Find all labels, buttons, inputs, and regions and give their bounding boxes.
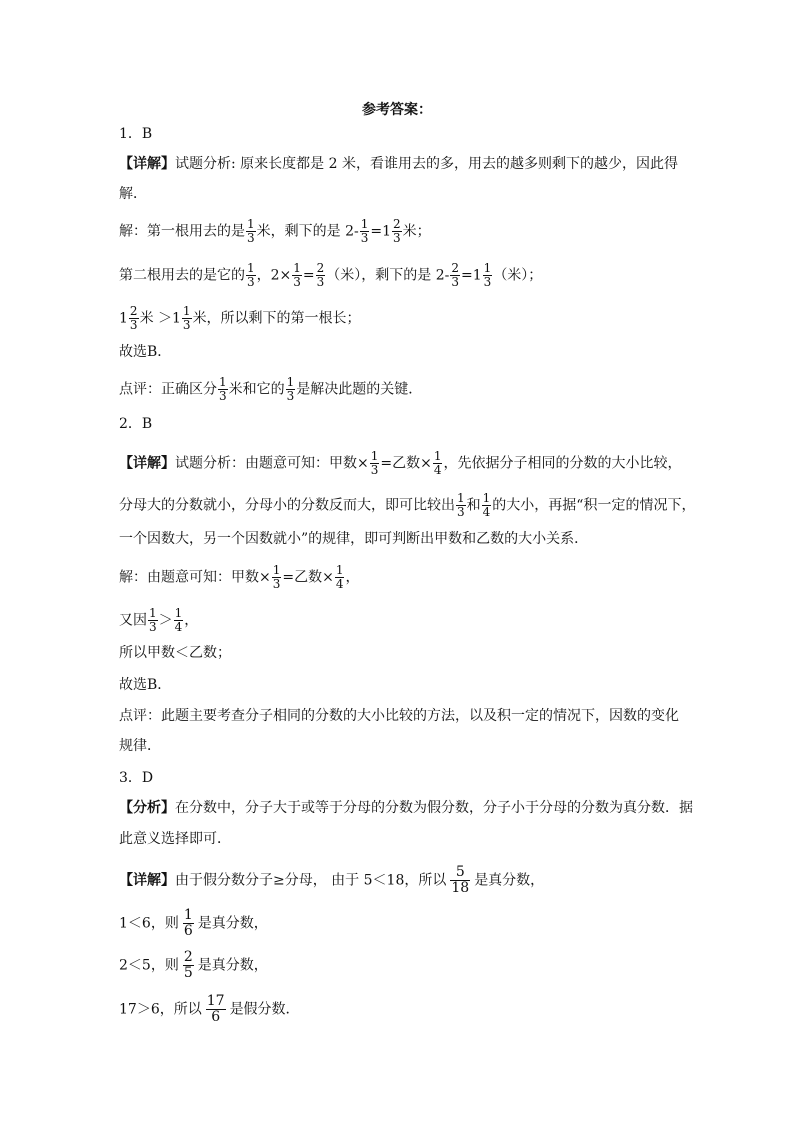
denominator: 18	[451, 880, 470, 896]
q2-comment-cont: 规律．	[119, 738, 161, 754]
numerator: 1	[370, 449, 379, 463]
denominator: 3	[451, 275, 460, 289]
fraction-1-3	[148, 607, 158, 634]
text: ＞	[158, 612, 173, 629]
numerator: 1	[286, 375, 295, 389]
numerator: 1	[183, 907, 193, 923]
text: 点评：正确区分	[119, 381, 217, 398]
numerator: 2	[183, 949, 193, 965]
fraction-1-3	[218, 376, 228, 403]
text: ，	[345, 569, 360, 586]
q3-analysis	[119, 798, 693, 818]
fraction-1-3	[360, 218, 370, 245]
denominator: 3	[286, 389, 295, 403]
denominator: 4	[335, 577, 344, 591]
page-title: 参考答案：	[362, 102, 432, 118]
numerator: 1	[247, 217, 255, 231]
denominator: 3	[393, 231, 401, 245]
denominator: 4	[433, 463, 442, 477]
q2-detail-line1	[119, 450, 681, 477]
numerator: 1	[182, 304, 191, 318]
analysis-tag: 【分析】	[119, 800, 175, 816]
q2-detail-line2	[119, 492, 695, 519]
q1-number: 1．B	[119, 126, 153, 142]
text: =1	[370, 223, 392, 240]
q3-analysis-cont: 此意义选择即可．	[119, 831, 231, 847]
q2-solution-line1	[119, 564, 359, 591]
denominator: 6	[183, 923, 193, 939]
q3-detail-line2	[119, 908, 268, 939]
fraction-2-3	[316, 262, 326, 289]
detail-tag: 【详解】	[119, 455, 175, 472]
text: 第二根用去的是它的	[119, 267, 245, 284]
text: =1	[461, 267, 482, 284]
denominator: 3	[247, 231, 255, 245]
q2-choose: 故选B．	[119, 677, 172, 693]
fraction-1-3	[246, 218, 256, 245]
q2-comment: 点评：此题主要考查分子相同的分数的大小比较的方法，以及积一定的情况下，因数的变化	[119, 708, 679, 724]
numerator: 1	[272, 563, 281, 577]
text: 的大小，再据“积一定的情况下，	[492, 497, 696, 514]
denominator: 3	[316, 275, 325, 289]
denominator: 6	[211, 1009, 221, 1025]
fraction-1-3	[272, 564, 282, 591]
numerator: 1	[457, 491, 465, 505]
fraction-1-3	[483, 262, 493, 289]
fraction-1-4	[433, 450, 443, 477]
denominator: 3	[149, 620, 157, 634]
q2-solution-line3: 所以甲数＜乙数；	[119, 645, 231, 661]
q1-detail-cont: 解．	[119, 186, 147, 202]
denominator: 3	[370, 463, 379, 477]
text: =	[302, 267, 315, 284]
detail-text: 试题分析: 原来长度都是 2 米，看谁用去的多，用去的越多则剩下的越少，因此得	[175, 156, 678, 172]
text: =乙数×	[282, 569, 334, 586]
fraction-1-3	[286, 376, 296, 403]
denominator: 3	[129, 318, 138, 332]
text: 是真分数，	[197, 915, 268, 932]
numerator: 5	[450, 865, 470, 881]
fraction-1-3	[370, 450, 380, 477]
numerator: 1	[482, 491, 491, 505]
q3-detail-line1	[119, 865, 544, 896]
text: 米；	[402, 223, 431, 240]
analysis-text: 在分数中，分子大于或等于分母的分数为假分数，分子小于分母的分数为真分数．据	[175, 800, 693, 816]
q2-solution-line2	[119, 607, 198, 634]
numerator: 1	[293, 261, 301, 275]
q1-solution-line1	[119, 218, 431, 245]
numerator: 1	[360, 217, 369, 231]
numerator: 1	[335, 563, 344, 577]
text: 17＞6，所以	[119, 1001, 202, 1018]
fraction-1-4	[174, 607, 184, 634]
text: （米），剩下的是 2-	[326, 267, 450, 284]
denominator: 3	[457, 505, 465, 519]
fraction-2-3	[392, 218, 402, 245]
denominator: 3	[182, 318, 191, 332]
q1-choose: 故选B．	[119, 344, 172, 360]
numerator: 2	[393, 217, 401, 231]
numerator: 2	[316, 261, 325, 275]
fraction-2-5	[183, 950, 194, 981]
q3-detail-line3	[119, 950, 268, 981]
numerator: 1	[174, 606, 183, 620]
numerator: 1	[483, 261, 492, 275]
denominator: 3	[272, 577, 281, 591]
denominator: 3	[219, 389, 227, 403]
numerator: 1	[433, 449, 442, 463]
text: 和	[466, 497, 481, 514]
text: 是假分数．	[229, 1001, 300, 1018]
q1-comparison	[119, 305, 361, 332]
text: ，	[184, 612, 199, 629]
q2-detail-line3: 一个因数大，另一个因数就小”的规律，即可判断出甲数和乙数的大小关系．	[119, 531, 589, 547]
fraction-1-3	[182, 305, 192, 332]
denominator: 4	[174, 620, 183, 634]
fraction-1-3	[456, 492, 466, 519]
denominator: 5	[183, 965, 193, 981]
q3-detail-line4	[119, 994, 300, 1025]
fraction-1-6	[183, 908, 194, 939]
denominator: 3	[247, 275, 255, 289]
q1-detail	[119, 154, 678, 174]
fraction-2-3	[450, 262, 460, 289]
text: 是真分数，	[474, 872, 545, 889]
numerator: 17	[206, 993, 225, 1009]
detail-tag: 【详解】	[119, 872, 175, 889]
fraction-1-3	[292, 262, 302, 289]
text: 米 ＞1	[139, 310, 181, 327]
denominator: 3	[483, 275, 492, 289]
denominator: 4	[482, 505, 491, 519]
text: 米，所以剩下的第一根长；	[192, 310, 361, 327]
text: ，先依据分子相同的分数的大小比较，	[443, 455, 682, 472]
text: 试题分析：由题意可知：甲数×	[175, 455, 369, 472]
q1-comment	[119, 376, 422, 403]
fraction-1-4	[335, 564, 345, 591]
numerator: 1	[247, 261, 255, 275]
denominator: 3	[360, 231, 369, 245]
fraction-5-18	[450, 865, 470, 896]
text: 1＜6，则	[119, 915, 179, 932]
text: （米）；	[493, 267, 543, 284]
detail-tag: 【详解】	[119, 156, 175, 172]
numerator: 2	[129, 304, 138, 318]
text: 2＜5，则	[119, 957, 179, 974]
numerator: 1	[219, 375, 227, 389]
text: ，2×	[256, 267, 292, 284]
text: =乙数×	[380, 455, 432, 472]
numerator: 1	[149, 606, 157, 620]
text: 米和它的	[228, 381, 285, 398]
fraction-1-4	[482, 492, 492, 519]
text: 是解决此题的关键．	[296, 381, 423, 398]
text: 1	[119, 310, 128, 327]
text: 米，剩下的是 2-	[256, 223, 359, 240]
denominator: 3	[293, 275, 301, 289]
q3-number: 3．D	[119, 770, 154, 786]
fraction-2-3	[129, 305, 139, 332]
numerator: 2	[451, 261, 460, 275]
text: 由于假分数分子≥分母， 由于 5＜18，所以	[175, 872, 447, 889]
fraction-1-3	[246, 262, 256, 289]
text: 解：第一根用去的是	[119, 223, 245, 240]
text: 分母大的分数就小，分母小的分数反而大，即可比较出	[119, 497, 455, 514]
q1-solution-line2	[119, 262, 542, 289]
text: 是真分数，	[197, 957, 268, 974]
text: 又因	[119, 612, 147, 629]
text: 解：由题意可知：甲数×	[119, 569, 271, 586]
q2-number: 2．B	[119, 416, 153, 432]
fraction-17-6	[206, 994, 226, 1025]
